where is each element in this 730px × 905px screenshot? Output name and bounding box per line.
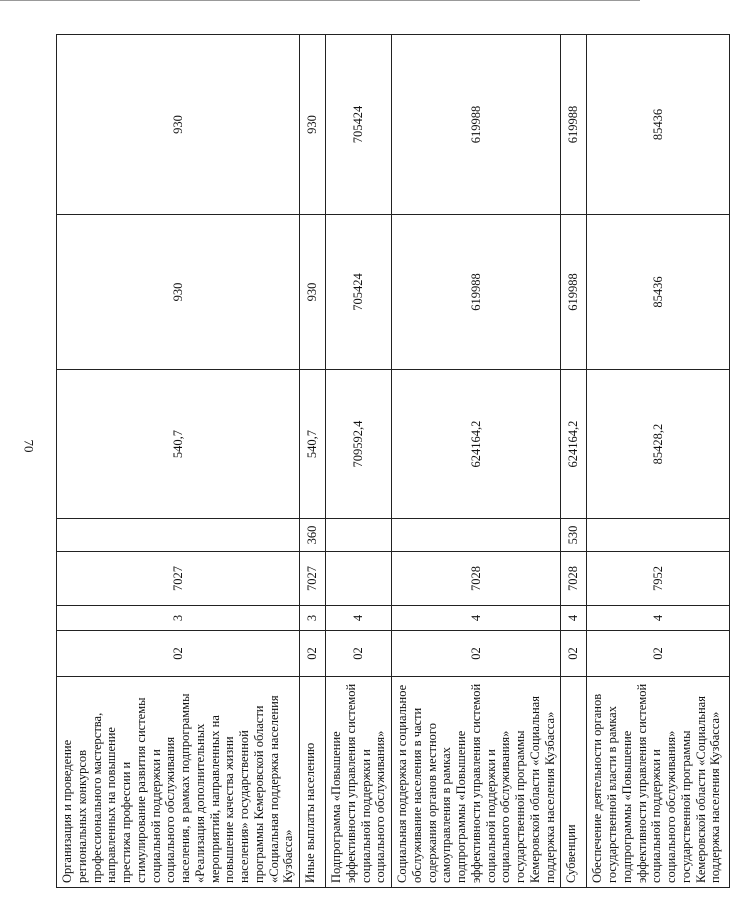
table-row (57, 35, 300, 888)
table-row (587, 35, 730, 888)
cell-amount-2: 705424 (326, 215, 392, 370)
cell-section: 02 (57, 631, 300, 677)
row-name: Иные выплаты населению (300, 677, 326, 888)
page-number: 70 (21, 439, 37, 453)
cell-amount-3: 619988 (392, 35, 561, 215)
cell-amount-1: 85428,2 (587, 370, 730, 519)
cell-amount-1: 709592,4 (326, 370, 392, 519)
cell-article: 7027 (300, 552, 326, 606)
table-row (300, 35, 326, 888)
cell-article: 7028 (392, 552, 561, 606)
cell-expense-type (587, 519, 730, 552)
rotated-page (56, 35, 723, 888)
cell-amount-2: 85436 (587, 215, 730, 370)
cell-article: 7952 (587, 552, 730, 606)
cell-section: 02 (300, 631, 326, 677)
cell-subsection: 3 (57, 606, 300, 631)
cell-amount-2: 619988 (561, 215, 587, 370)
table-row (326, 35, 392, 888)
cell-section: 02 (587, 631, 730, 677)
table-row (561, 35, 587, 888)
cell-subsection: 3 (300, 606, 326, 631)
cell-amount-3: 85436 (587, 35, 730, 215)
row-name: Подпрограмма «Повышение эффективности управления системой социальной поддержки и социального обслуживания» (326, 677, 392, 888)
cell-amount-2: 930 (300, 215, 326, 370)
cell-subsection: 4 (587, 606, 730, 631)
cell-amount-3: 705424 (326, 35, 392, 215)
cell-subsection: 4 (392, 606, 561, 631)
cell-amount-2: 930 (57, 215, 300, 370)
cell-expense-type (326, 519, 392, 552)
cell-amount-3: 930 (57, 35, 300, 215)
cell-expense-type (57, 519, 300, 552)
cell-expense-type: 530 (561, 519, 587, 552)
cell-amount-2: 619988 (392, 215, 561, 370)
cell-subsection: 4 (561, 606, 587, 631)
cell-subsection: 4 (326, 606, 392, 631)
cell-expense-type: 360 (300, 519, 326, 552)
cell-article: 7028 (561, 552, 587, 606)
cell-amount-1: 624164,2 (392, 370, 561, 519)
row-name: Обеспечение деятельности органов государственной власти в рамках подпрограммы «Повышение эффективности управления системой социальной поддержки и социального обслуживания» государственной программы Кемеровской области «Социальная поддержка населения Кузбасса» (587, 677, 730, 888)
cell-section: 02 (326, 631, 392, 677)
cell-amount-3: 619988 (561, 35, 587, 215)
cell-article (326, 552, 392, 606)
cell-amount-1: 540,7 (300, 370, 326, 519)
cell-section: 02 (392, 631, 561, 677)
cell-expense-type (392, 519, 561, 552)
table-row (392, 35, 561, 888)
budget-table (56, 34, 730, 888)
cell-article: 7027 (57, 552, 300, 606)
row-name: Социальная поддержка и социальное обслуживание населения в части содержания органов местного самоуправления в рамках подпрограммы «Повышение эффективности управления системой социальной поддержки и социального обслуживания» государственной программы Кемеровской области «Социальная поддержка населения Кузбасса» (392, 677, 561, 888)
row-name: Организация и проведение региональных конкурсов профессионального мастерства, направленных на повышение престижа профессии и стимулирование развития системы социальной поддержки и социального обслуживания населения, в рамках подпрограммы «Реализация дополнительных мероприятий, направленных на повышение качества жизни населения» государственной программы Кемеровской области «Социальная поддержка населения Кузбасса» (57, 677, 300, 888)
cell-amount-1: 624164,2 (561, 370, 587, 519)
cell-amount-3: 930 (300, 35, 326, 215)
row-name: Субвенции (561, 677, 587, 888)
cell-amount-1: 540,7 (57, 370, 300, 519)
cell-section: 02 (561, 631, 587, 677)
top-rule (0, 0, 640, 1)
